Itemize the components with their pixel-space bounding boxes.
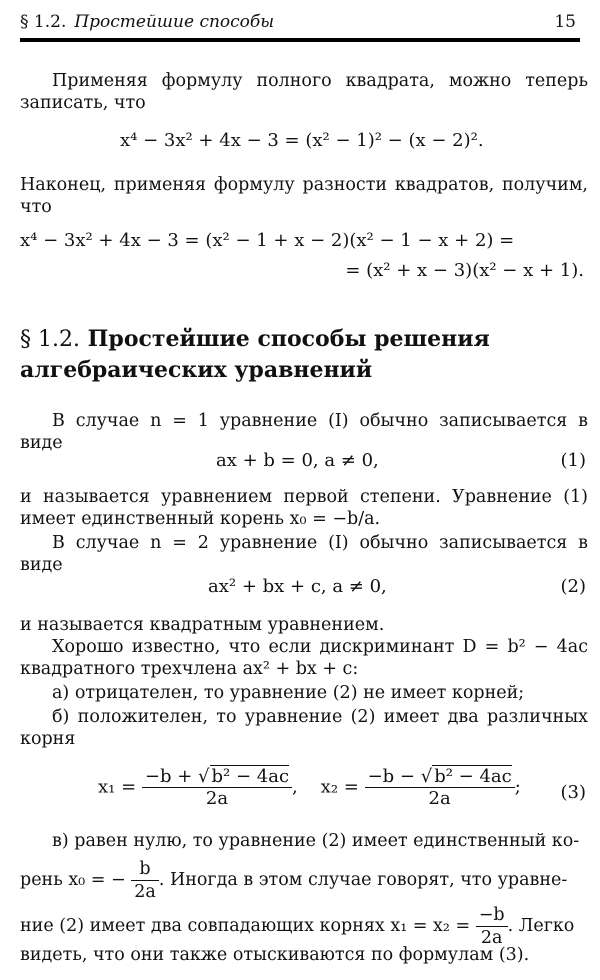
equation-quadratic: ax² + bx + c, a ≠ 0, [208,576,387,597]
root-x2-denominator: 2a [428,788,451,809]
paragraph-7: Хорошо известно, что если дискриминант D = b² − 4ac квадратного трехчлена ax² + bx + c: [20,637,588,679]
item-v-line4: видеть, что они также отыскиваются по формулам (3). [20,945,530,965]
root-x1-numerator: −b + √ [144,766,210,787]
item-v-line2-end: . Иногда в этом случае говорят, что уравне- [158,870,568,890]
section-symbol: § 1.2. [20,327,80,352]
running-section-title: Простейшие способы [74,12,275,32]
single-root-fraction [131,858,159,903]
equation-number-2: (2) [560,576,586,597]
root-x2-fraction [365,766,515,809]
roots-end: ; [514,776,521,798]
item-v-line3-end: . Легко [507,916,575,936]
paragraph-5: В случае n = 2 уравнение (I) обычно записывается в виде [20,533,588,575]
paragraph-1: Применяя формулу полного квадрата, можно теперь записать, что [20,71,588,113]
item-v-line3 [20,904,588,949]
paragraph-4: и называется уравнением первой степени. Уравнение (1) имеет единственный корень x₀ = −b/a. [20,487,588,529]
equation-difference-squares-line1: x⁴ − 3x² + 4x − 3 = (x² − 1 + x − 2)(x² − 1 − x + 2) = [20,230,515,251]
header-rule [20,38,580,42]
equation-complete-square: x⁴ − 3x² + 4x − 3 = (x² − 1)² − (x − 2)². [120,130,484,151]
item-v-line1: в) равен нулю, то уравнение (2) имеет единственный ко- [52,831,580,851]
roots-separator: , [292,776,298,798]
page-number: 15 [554,12,576,32]
double-root-fraction [476,904,508,949]
single-root-numerator: b [131,858,159,881]
equation-linear: ax + b = 0, a ≠ 0, [216,450,379,471]
section-title: Простейшие способы решения алгебраических уравнений [20,326,490,383]
equation-number-3: (3) [560,782,586,803]
paragraph-3: В случае n = 1 уравнение (I) обычно записывается в виде [20,411,588,453]
double-root-numerator: −b [476,904,508,927]
root-x1-label: x₁ = [98,776,137,798]
root-x1-denominator: 2a [205,788,229,809]
double-root-denominator: 2a [480,928,503,948]
root-x1-fraction [142,766,292,809]
item-b: б) положителен, то уравнение (2) имеет два различных корня [20,707,588,749]
single-root-denominator: 2a [134,882,156,902]
item-v-line2-start: рень x₀ = − [20,870,126,890]
equation-roots [98,766,521,809]
root-x1-radicand: b² − 4ac [211,766,290,787]
item-v-line3-start: ние (2) имеет два совпадающих корнях x₁ = x₂ = [20,916,471,936]
equation-difference-squares-line2: = (x² + x − 3)(x² − x + 1). [345,260,584,281]
item-a: а) отрицателен, то уравнение (2) не имеет корней; [52,683,525,703]
running-section-number: § 1.2. [20,12,67,32]
equation-number-1: (1) [560,450,586,471]
section-heading [20,324,588,385]
paragraph-2: Наконец, применяя формулу разности квадратов, получим, что [20,175,588,217]
root-x2-numerator: −b − √ [367,766,433,787]
running-header [20,8,580,38]
running-title [20,12,274,32]
paragraph-6: и называется квадратным уравнением. [20,615,385,635]
item-v-line2 [20,858,588,903]
root-x2-radicand: b² − 4ac [434,766,512,787]
root-x2-label: x₂ = [320,776,359,798]
